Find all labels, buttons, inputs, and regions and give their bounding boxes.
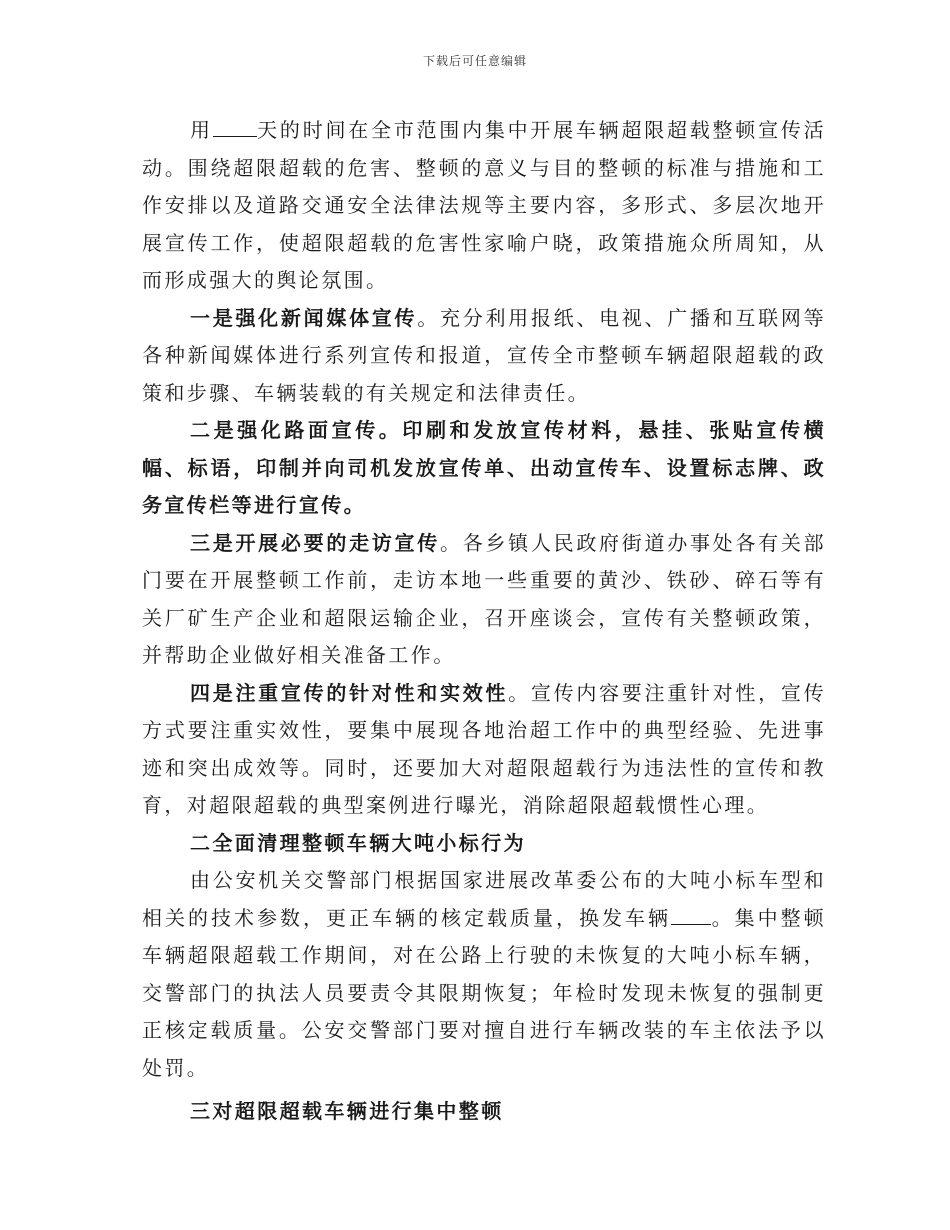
paragraph-lead: 四是注重宣传的针对性和实效性 bbox=[190, 680, 509, 705]
document-body bbox=[142, 112, 826, 1131]
paragraph-news-media bbox=[142, 300, 826, 413]
section-heading-3: 三对超限超载车辆进行集中整顿 bbox=[190, 1099, 504, 1123]
fill-in-blank-days bbox=[213, 118, 257, 137]
paragraph-publicity-campaign bbox=[142, 112, 826, 300]
paragraph-text: 。各乡镇人民政府街道办事处各有关部门要在开展整顿工作前，走访本地一些重要的黄沙、铁砂、碎石等有关厂矿生产企业和超限运输企业，召开座谈会，宣传有关整顿政策，并帮助企业做好相关准备工作。 bbox=[142, 530, 826, 667]
fill-in-blank-certificate bbox=[671, 906, 711, 925]
page-header: 下载后可任意编辑 bbox=[422, 54, 527, 68]
paragraph-lead: 一是强化新闻媒体宣传 bbox=[190, 305, 418, 330]
paragraph-text: 天的时间在全市范围内集中开展车辆超限超载整顿宣传活动。围绕超限超载的危害、整顿的意义与目的整顿的标准与措施和工作安排以及道路交通安全法律法规等主要内容，多形式、多层次地开展宣传工作，使超限超载的危害性家喻户晓，政策措施众所周知，从而形成强大的舆论氛围。 bbox=[142, 118, 827, 292]
paragraph-text: 用 bbox=[190, 118, 213, 142]
paragraph-text: 。集中整顿车辆超限超载工作期间，对在公路上行驶的未恢复的大吨小标车辆，交警部门的执法人员要责令其限期恢复；年检时发现未恢复的强制更正核定载质量。公安交警部门要对擅自进行车辆改装的车主依法予以处罚。 bbox=[142, 905, 826, 1080]
paragraph-lead: 三是开展必要的走访宣传 bbox=[190, 530, 440, 555]
paragraph-text: 由公安机关交警部门根据国家进展改革委公布的大吨小标车型和相关的技术参数，更正车辆的核定载质量，换发车辆 bbox=[142, 868, 826, 930]
paragraph-effectiveness bbox=[142, 675, 826, 825]
paragraph-visits bbox=[142, 525, 826, 675]
paragraph-text: 。充分利用报纸、电视、广播和互联网等各种新闻媒体进行系列宣传和报道，宣传全市整顿车辆超限超载的政策和步骤、车辆装载的有关规定和法律责任。 bbox=[142, 305, 827, 405]
paragraph-vehicle-cleanup bbox=[142, 862, 826, 1087]
section-heading-2: 二全面清理整顿车辆大吨小标行为 bbox=[190, 830, 526, 855]
paragraph-road-publicity: 二是强化路面宣传。印刷和发放宣传材料，悬挂、张贴宣传横幅、标语，印制并向司机发放宣传单、出动宣传车、设置标志牌、政务宣传栏等进行宣传。 bbox=[142, 418, 826, 517]
paragraph-text: 。宣传内容要注重针对性，宣传方式要注重实效性，要集中展现各地治超工作中的典型经验、先进事迹和突出成效等。同时，还要加大对超限超载行为违法性的宣传和教育，对超限超载的典型案例进行曝光，消除超限超载惯性心理。 bbox=[142, 680, 826, 817]
